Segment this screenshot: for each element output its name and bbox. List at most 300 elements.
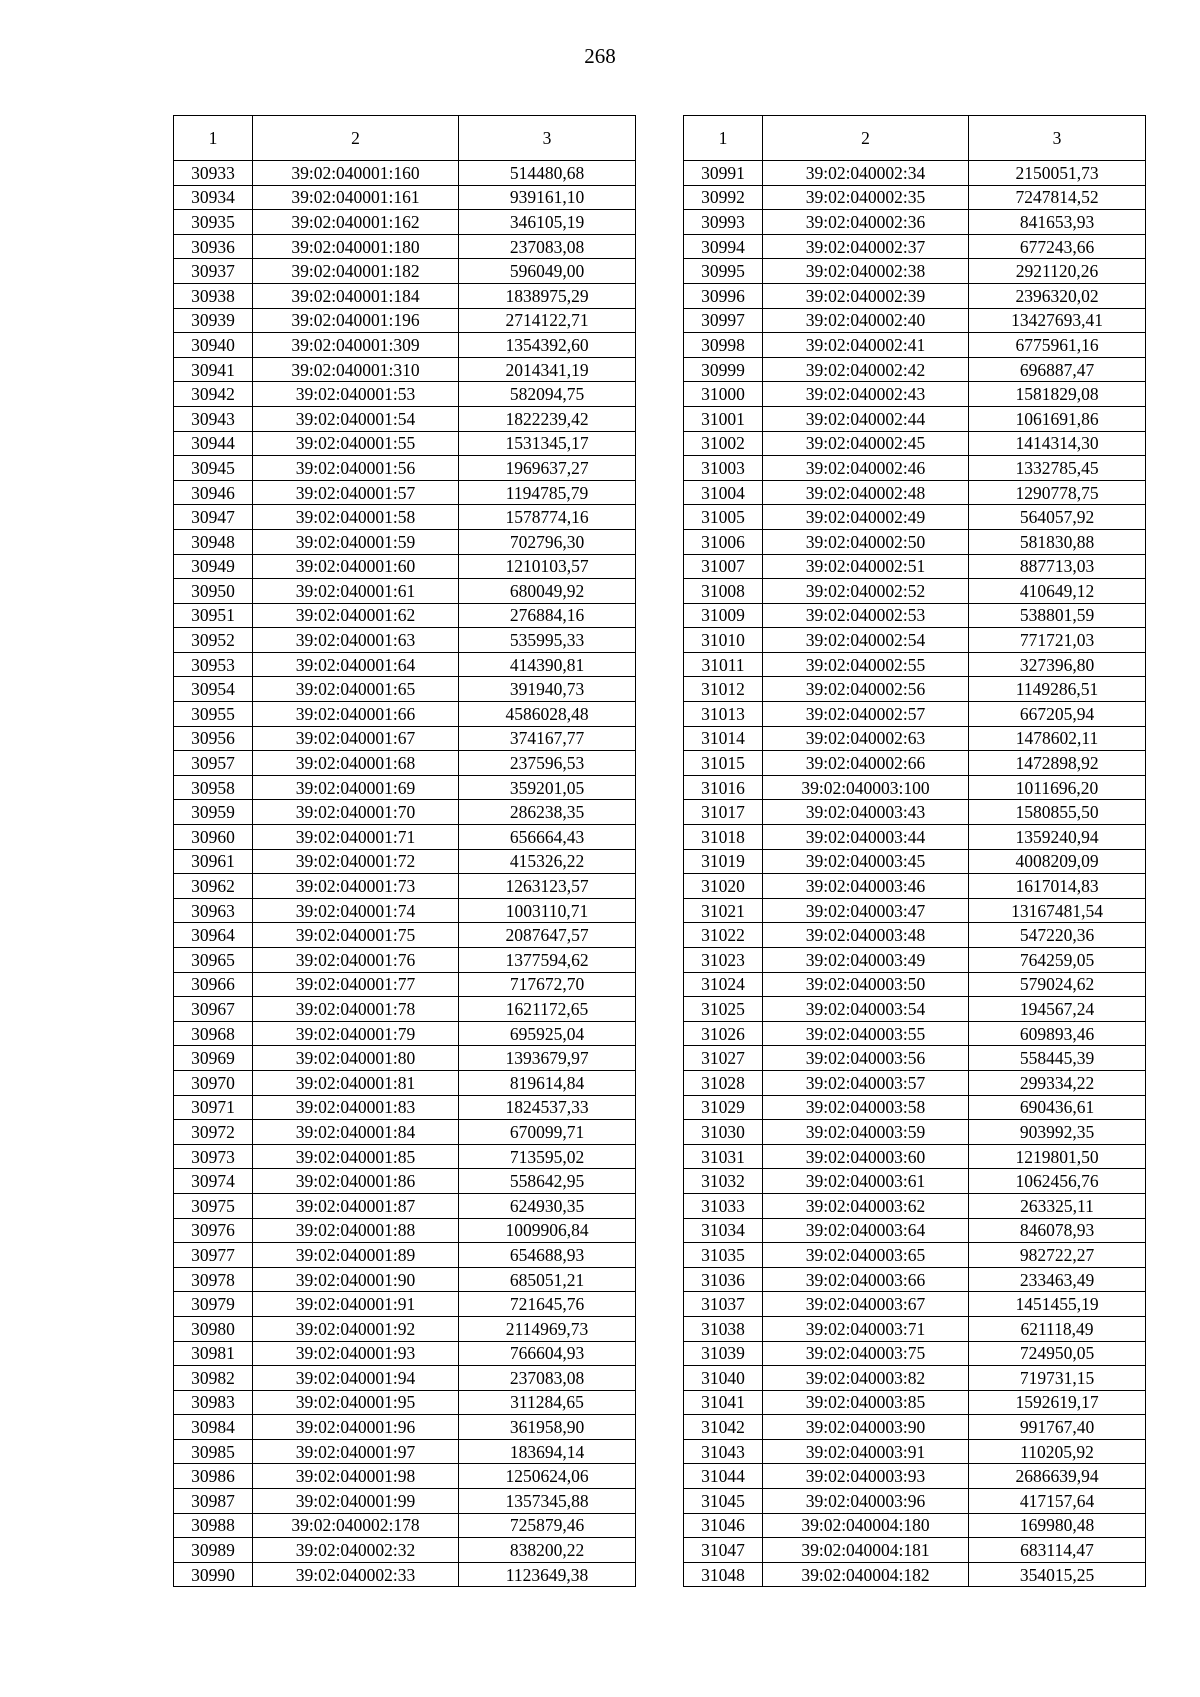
value-cell: 1194785,79 (459, 480, 636, 505)
table-row (174, 1169, 636, 1194)
value-cell: 1592619,17 (969, 1390, 1146, 1415)
row-number-cell: 30944 (174, 431, 253, 456)
cadastral-number-cell: 39:02:040003:49 (763, 948, 969, 973)
table-row (684, 1144, 1146, 1169)
value-cell: 194567,24 (969, 997, 1146, 1022)
cadastral-number-cell: 39:02:040001:182 (253, 259, 459, 284)
table-row (174, 1538, 636, 1563)
cadastral-number-cell: 39:02:040001:71 (253, 825, 459, 850)
value-cell: 410649,12 (969, 579, 1146, 604)
row-number-cell: 31011 (684, 652, 763, 677)
table-header-row (174, 116, 636, 161)
value-cell: 415326,22 (459, 849, 636, 874)
table-row (174, 431, 636, 456)
cadastral-number-cell: 39:02:040002:37 (763, 234, 969, 259)
row-number-cell: 30995 (684, 259, 763, 284)
row-number-cell: 30965 (174, 948, 253, 973)
value-cell: 713595,02 (459, 1144, 636, 1169)
table-row (174, 1144, 636, 1169)
row-number-cell: 30976 (174, 1218, 253, 1243)
row-number-cell: 30971 (174, 1095, 253, 1120)
cadastral-number-cell: 39:02:040002:35 (763, 185, 969, 210)
value-cell: 558642,95 (459, 1169, 636, 1194)
table-row (684, 751, 1146, 776)
row-number-cell: 30975 (174, 1193, 253, 1218)
table-row (684, 185, 1146, 210)
cadastral-number-cell: 39:02:040001:60 (253, 554, 459, 579)
cadastral-number-cell: 39:02:040001:162 (253, 210, 459, 235)
table-row (684, 800, 1146, 825)
value-cell: 346105,19 (459, 210, 636, 235)
cadastral-number-cell: 39:02:040001:97 (253, 1439, 459, 1464)
value-cell: 110205,92 (969, 1439, 1146, 1464)
value-cell: 685051,21 (459, 1267, 636, 1292)
table-row (174, 652, 636, 677)
value-cell: 667205,94 (969, 702, 1146, 727)
value-cell: 2921120,26 (969, 259, 1146, 284)
table-row (684, 948, 1146, 973)
value-cell: 838200,22 (459, 1538, 636, 1563)
cadastral-number-cell: 39:02:040003:59 (763, 1120, 969, 1145)
cadastral-number-cell: 39:02:040001:66 (253, 702, 459, 727)
row-number-cell: 30991 (684, 161, 763, 186)
row-number-cell: 30969 (174, 1046, 253, 1071)
table-row (684, 333, 1146, 358)
cadastral-number-cell: 39:02:040001:57 (253, 480, 459, 505)
value-cell: 1472898,92 (969, 751, 1146, 776)
table-row (174, 1513, 636, 1538)
cadastral-number-cell: 39:02:040001:56 (253, 456, 459, 481)
value-cell: 1061691,86 (969, 406, 1146, 431)
table-row (174, 406, 636, 431)
row-number-cell: 30967 (174, 997, 253, 1022)
row-number-cell: 30945 (174, 456, 253, 481)
cadastral-number-cell: 39:02:040003:46 (763, 874, 969, 899)
row-number-cell: 31031 (684, 1144, 763, 1169)
row-number-cell: 30942 (174, 382, 253, 407)
column-header: 1 (684, 116, 763, 161)
row-number-cell: 30983 (174, 1390, 253, 1415)
cadastral-number-cell: 39:02:040001:94 (253, 1366, 459, 1391)
cadastral-number-cell: 39:02:040003:61 (763, 1169, 969, 1194)
table-row (174, 382, 636, 407)
cadastral-number-cell: 39:02:040003:64 (763, 1218, 969, 1243)
table-row (174, 1341, 636, 1366)
table-row (174, 603, 636, 628)
cadastral-number-cell: 39:02:040003:100 (763, 775, 969, 800)
cadastral-number-cell: 39:02:040002:51 (763, 554, 969, 579)
row-number-cell: 30973 (174, 1144, 253, 1169)
cadastral-number-cell: 39:02:040001:310 (253, 357, 459, 382)
table-row (174, 1439, 636, 1464)
cadastral-number-cell: 39:02:040003:93 (763, 1464, 969, 1489)
row-number-cell: 30989 (174, 1538, 253, 1563)
cadastral-number-cell: 39:02:040001:89 (253, 1243, 459, 1268)
value-cell: 237083,08 (459, 1366, 636, 1391)
register-table-right (683, 115, 1146, 1587)
row-number-cell: 30964 (174, 923, 253, 948)
value-cell: 702796,30 (459, 529, 636, 554)
cadastral-number-cell: 39:02:040001:77 (253, 972, 459, 997)
value-cell: 1451455,19 (969, 1292, 1146, 1317)
table-row (174, 480, 636, 505)
row-number-cell: 30936 (174, 234, 253, 259)
value-cell: 1210103,57 (459, 554, 636, 579)
row-number-cell: 31048 (684, 1562, 763, 1587)
row-number-cell: 31015 (684, 751, 763, 776)
row-number-cell: 30953 (174, 652, 253, 677)
row-number-cell: 30939 (174, 308, 253, 333)
value-cell: 564057,92 (969, 505, 1146, 530)
cadastral-number-cell: 39:02:040001:93 (253, 1341, 459, 1366)
value-cell: 670099,71 (459, 1120, 636, 1145)
row-number-cell: 30949 (174, 554, 253, 579)
cadastral-number-cell: 39:02:040001:53 (253, 382, 459, 407)
cadastral-number-cell: 39:02:040003:66 (763, 1267, 969, 1292)
cadastral-number-cell: 39:02:040003:48 (763, 923, 969, 948)
cadastral-number-cell: 39:02:040001:69 (253, 775, 459, 800)
cadastral-number-cell: 39:02:040003:54 (763, 997, 969, 1022)
table-row (684, 210, 1146, 235)
value-cell: 391940,73 (459, 677, 636, 702)
table-row (684, 677, 1146, 702)
cadastral-number-cell: 39:02:040001:74 (253, 898, 459, 923)
value-cell: 417157,64 (969, 1489, 1146, 1514)
value-cell: 1531345,17 (459, 431, 636, 456)
value-cell: 169980,48 (969, 1513, 1146, 1538)
row-number-cell: 30962 (174, 874, 253, 899)
column-header: 2 (253, 116, 459, 161)
value-cell: 6775961,16 (969, 333, 1146, 358)
value-cell: 237083,08 (459, 234, 636, 259)
table-row (174, 1292, 636, 1317)
row-number-cell: 31040 (684, 1366, 763, 1391)
table-row (174, 1316, 636, 1341)
row-number-cell: 30946 (174, 480, 253, 505)
row-number-cell: 30963 (174, 898, 253, 923)
row-number-cell: 30984 (174, 1415, 253, 1440)
value-cell: 1580855,50 (969, 800, 1146, 825)
row-number-cell: 31019 (684, 849, 763, 874)
cadastral-number-cell: 39:02:040002:33 (253, 1562, 459, 1587)
column-header: 1 (174, 116, 253, 161)
cadastral-number-cell: 39:02:040001:70 (253, 800, 459, 825)
cadastral-number-cell: 39:02:040002:54 (763, 628, 969, 653)
table-row (174, 308, 636, 333)
cadastral-number-cell: 39:02:040003:50 (763, 972, 969, 997)
cadastral-number-cell: 39:02:040001:76 (253, 948, 459, 973)
value-cell: 558445,39 (969, 1046, 1146, 1071)
table-row (684, 1562, 1146, 1587)
value-cell: 2396320,02 (969, 283, 1146, 308)
value-cell: 903992,35 (969, 1120, 1146, 1145)
table-row (174, 161, 636, 186)
table-row (684, 702, 1146, 727)
value-cell: 1359240,94 (969, 825, 1146, 850)
table-row (684, 628, 1146, 653)
row-number-cell: 31027 (684, 1046, 763, 1071)
row-number-cell: 30997 (684, 308, 763, 333)
value-cell: 766604,93 (459, 1341, 636, 1366)
row-number-cell: 30992 (684, 185, 763, 210)
table-row (174, 259, 636, 284)
register-table-left (173, 115, 636, 1587)
cadastral-number-cell: 39:02:040002:45 (763, 431, 969, 456)
value-cell: 1393679,97 (459, 1046, 636, 1071)
row-number-cell: 30934 (174, 185, 253, 210)
table-row (684, 849, 1146, 874)
table-row (684, 161, 1146, 186)
row-number-cell: 30990 (174, 1562, 253, 1587)
row-number-cell: 30961 (174, 849, 253, 874)
cadastral-number-cell: 39:02:040002:63 (763, 726, 969, 751)
row-number-cell: 31028 (684, 1070, 763, 1095)
table-row (684, 431, 1146, 456)
table-row (684, 1538, 1146, 1563)
value-cell: 677243,66 (969, 234, 1146, 259)
row-number-cell: 31018 (684, 825, 763, 850)
row-number-cell: 30970 (174, 1070, 253, 1095)
value-cell: 1357345,88 (459, 1489, 636, 1514)
value-cell: 414390,81 (459, 652, 636, 677)
row-number-cell: 30994 (684, 234, 763, 259)
row-number-cell: 31022 (684, 923, 763, 948)
row-number-cell: 31045 (684, 1489, 763, 1514)
value-cell: 1123649,38 (459, 1562, 636, 1587)
cadastral-number-cell: 39:02:040001:68 (253, 751, 459, 776)
value-cell: 764259,05 (969, 948, 1146, 973)
value-cell: 183694,14 (459, 1439, 636, 1464)
cadastral-number-cell: 39:02:040001:73 (253, 874, 459, 899)
value-cell: 514480,68 (459, 161, 636, 186)
cadastral-number-cell: 39:02:040002:66 (763, 751, 969, 776)
row-number-cell: 31021 (684, 898, 763, 923)
table-row (684, 1169, 1146, 1194)
value-cell: 354015,25 (969, 1562, 1146, 1587)
row-number-cell: 30996 (684, 283, 763, 308)
row-number-cell: 30935 (174, 210, 253, 235)
value-cell: 579024,62 (969, 972, 1146, 997)
row-number-cell: 30959 (174, 800, 253, 825)
cadastral-number-cell: 39:02:040001:86 (253, 1169, 459, 1194)
cadastral-number-cell: 39:02:040001:85 (253, 1144, 459, 1169)
table-row (684, 923, 1146, 948)
row-number-cell: 31013 (684, 702, 763, 727)
cadastral-number-cell: 39:02:040001:62 (253, 603, 459, 628)
cadastral-number-cell: 39:02:040002:42 (763, 357, 969, 382)
cadastral-number-cell: 39:02:040001:96 (253, 1415, 459, 1440)
row-number-cell: 30978 (174, 1267, 253, 1292)
row-number-cell: 30943 (174, 406, 253, 431)
row-number-cell: 30966 (174, 972, 253, 997)
value-cell: 359201,05 (459, 775, 636, 800)
value-cell: 1969637,27 (459, 456, 636, 481)
cadastral-number-cell: 39:02:040002:34 (763, 161, 969, 186)
cadastral-number-cell: 39:02:040001:72 (253, 849, 459, 874)
row-number-cell: 31030 (684, 1120, 763, 1145)
table-row (684, 1267, 1146, 1292)
value-cell: 2087647,57 (459, 923, 636, 948)
cadastral-number-cell: 39:02:040001:55 (253, 431, 459, 456)
row-number-cell: 30987 (174, 1489, 253, 1514)
cadastral-number-cell: 39:02:040003:90 (763, 1415, 969, 1440)
cadastral-number-cell: 39:02:040003:91 (763, 1439, 969, 1464)
table-row (174, 1562, 636, 1587)
row-number-cell: 31037 (684, 1292, 763, 1317)
cadastral-number-cell: 39:02:040002:55 (763, 652, 969, 677)
cadastral-number-cell: 39:02:040002:57 (763, 702, 969, 727)
table-row (684, 775, 1146, 800)
table-row (174, 1390, 636, 1415)
value-cell: 719731,15 (969, 1366, 1146, 1391)
table-row (684, 1439, 1146, 1464)
row-number-cell: 31000 (684, 382, 763, 407)
cadastral-number-cell: 39:02:040002:48 (763, 480, 969, 505)
value-cell: 819614,84 (459, 1070, 636, 1095)
value-cell: 609893,46 (969, 1021, 1146, 1046)
row-number-cell: 31006 (684, 529, 763, 554)
cadastral-number-cell: 39:02:040001:59 (253, 529, 459, 554)
table-row (174, 554, 636, 579)
row-number-cell: 30957 (174, 751, 253, 776)
cadastral-number-cell: 39:02:040003:67 (763, 1292, 969, 1317)
value-cell: 1478602,11 (969, 726, 1146, 751)
value-cell: 717672,70 (459, 972, 636, 997)
value-cell: 327396,80 (969, 652, 1146, 677)
cadastral-number-cell: 39:02:040003:75 (763, 1341, 969, 1366)
cadastral-number-cell: 39:02:040001:180 (253, 234, 459, 259)
row-number-cell: 31047 (684, 1538, 763, 1563)
table-row (684, 456, 1146, 481)
table-row (174, 505, 636, 530)
value-cell: 4586028,48 (459, 702, 636, 727)
value-cell: 621118,49 (969, 1316, 1146, 1341)
table-row (174, 1267, 636, 1292)
row-number-cell: 31041 (684, 1390, 763, 1415)
row-number-cell: 30979 (174, 1292, 253, 1317)
row-number-cell: 31016 (684, 775, 763, 800)
table-row (684, 357, 1146, 382)
row-number-cell: 30956 (174, 726, 253, 751)
table-row (174, 1366, 636, 1391)
row-number-cell: 31039 (684, 1341, 763, 1366)
row-number-cell: 31036 (684, 1267, 763, 1292)
value-cell: 237596,53 (459, 751, 636, 776)
table-row (684, 259, 1146, 284)
cadastral-number-cell: 39:02:040001:98 (253, 1464, 459, 1489)
table-row (684, 480, 1146, 505)
cadastral-number-cell: 39:02:040001:61 (253, 579, 459, 604)
value-cell: 1011696,20 (969, 775, 1146, 800)
cadastral-number-cell: 39:02:040003:57 (763, 1070, 969, 1095)
row-number-cell: 30981 (174, 1341, 253, 1366)
cadastral-number-cell: 39:02:040001:78 (253, 997, 459, 1022)
row-number-cell: 30933 (174, 161, 253, 186)
table-row (684, 1095, 1146, 1120)
row-number-cell: 31002 (684, 431, 763, 456)
row-number-cell: 30985 (174, 1439, 253, 1464)
table-header-row (684, 116, 1146, 161)
column-header: 2 (763, 116, 969, 161)
cadastral-number-cell: 39:02:040002:52 (763, 579, 969, 604)
cadastral-number-cell: 39:02:040001:65 (253, 677, 459, 702)
table-row (684, 1341, 1146, 1366)
cadastral-number-cell: 39:02:040004:180 (763, 1513, 969, 1538)
table-row (684, 234, 1146, 259)
value-cell: 263325,11 (969, 1193, 1146, 1218)
table-row (174, 529, 636, 554)
row-number-cell: 30955 (174, 702, 253, 727)
table-row (684, 382, 1146, 407)
cadastral-number-cell: 39:02:040002:39 (763, 283, 969, 308)
value-cell: 374167,77 (459, 726, 636, 751)
value-cell: 656664,43 (459, 825, 636, 850)
table-row (174, 1120, 636, 1145)
cadastral-number-cell: 39:02:040001:95 (253, 1390, 459, 1415)
table-row (684, 283, 1146, 308)
value-cell: 654688,93 (459, 1243, 636, 1268)
table-row (684, 603, 1146, 628)
value-cell: 581830,88 (969, 529, 1146, 554)
row-number-cell: 30952 (174, 628, 253, 653)
value-cell: 4008209,09 (969, 849, 1146, 874)
row-number-cell: 31001 (684, 406, 763, 431)
value-cell: 1219801,50 (969, 1144, 1146, 1169)
value-cell: 538801,59 (969, 603, 1146, 628)
table-row (174, 923, 636, 948)
cadastral-number-cell: 39:02:040003:58 (763, 1095, 969, 1120)
cadastral-number-cell: 39:02:040003:47 (763, 898, 969, 923)
table-row (174, 775, 636, 800)
cadastral-number-cell: 39:02:040003:60 (763, 1144, 969, 1169)
row-number-cell: 31046 (684, 1513, 763, 1538)
row-number-cell: 30986 (174, 1464, 253, 1489)
table-row (174, 702, 636, 727)
row-number-cell: 30999 (684, 357, 763, 382)
table-row (174, 800, 636, 825)
value-cell: 1003110,71 (459, 898, 636, 923)
value-cell: 311284,65 (459, 1390, 636, 1415)
cadastral-number-cell: 39:02:040002:43 (763, 382, 969, 407)
cadastral-number-cell: 39:02:040003:85 (763, 1390, 969, 1415)
table-row (174, 1415, 636, 1440)
row-number-cell: 31012 (684, 677, 763, 702)
row-number-cell: 31044 (684, 1464, 763, 1489)
cadastral-number-cell: 39:02:040001:184 (253, 283, 459, 308)
table-row (684, 825, 1146, 850)
value-cell: 276884,16 (459, 603, 636, 628)
value-cell: 846078,93 (969, 1218, 1146, 1243)
cadastral-number-cell: 39:02:040001:67 (253, 726, 459, 751)
value-cell: 1263123,57 (459, 874, 636, 899)
column-header: 3 (969, 116, 1146, 161)
table-row (174, 751, 636, 776)
table-row (684, 1120, 1146, 1145)
cadastral-number-cell: 39:02:040001:84 (253, 1120, 459, 1145)
value-cell: 1062456,76 (969, 1169, 1146, 1194)
value-cell: 13167481,54 (969, 898, 1146, 923)
row-number-cell: 31033 (684, 1193, 763, 1218)
row-number-cell: 31004 (684, 480, 763, 505)
row-number-cell: 31010 (684, 628, 763, 653)
cadastral-number-cell: 39:02:040001:88 (253, 1218, 459, 1243)
row-number-cell: 31035 (684, 1243, 763, 1268)
table-row (174, 972, 636, 997)
cadastral-number-cell: 39:02:040001:75 (253, 923, 459, 948)
cadastral-number-cell: 39:02:040002:46 (763, 456, 969, 481)
row-number-cell: 31009 (684, 603, 763, 628)
row-number-cell: 30937 (174, 259, 253, 284)
